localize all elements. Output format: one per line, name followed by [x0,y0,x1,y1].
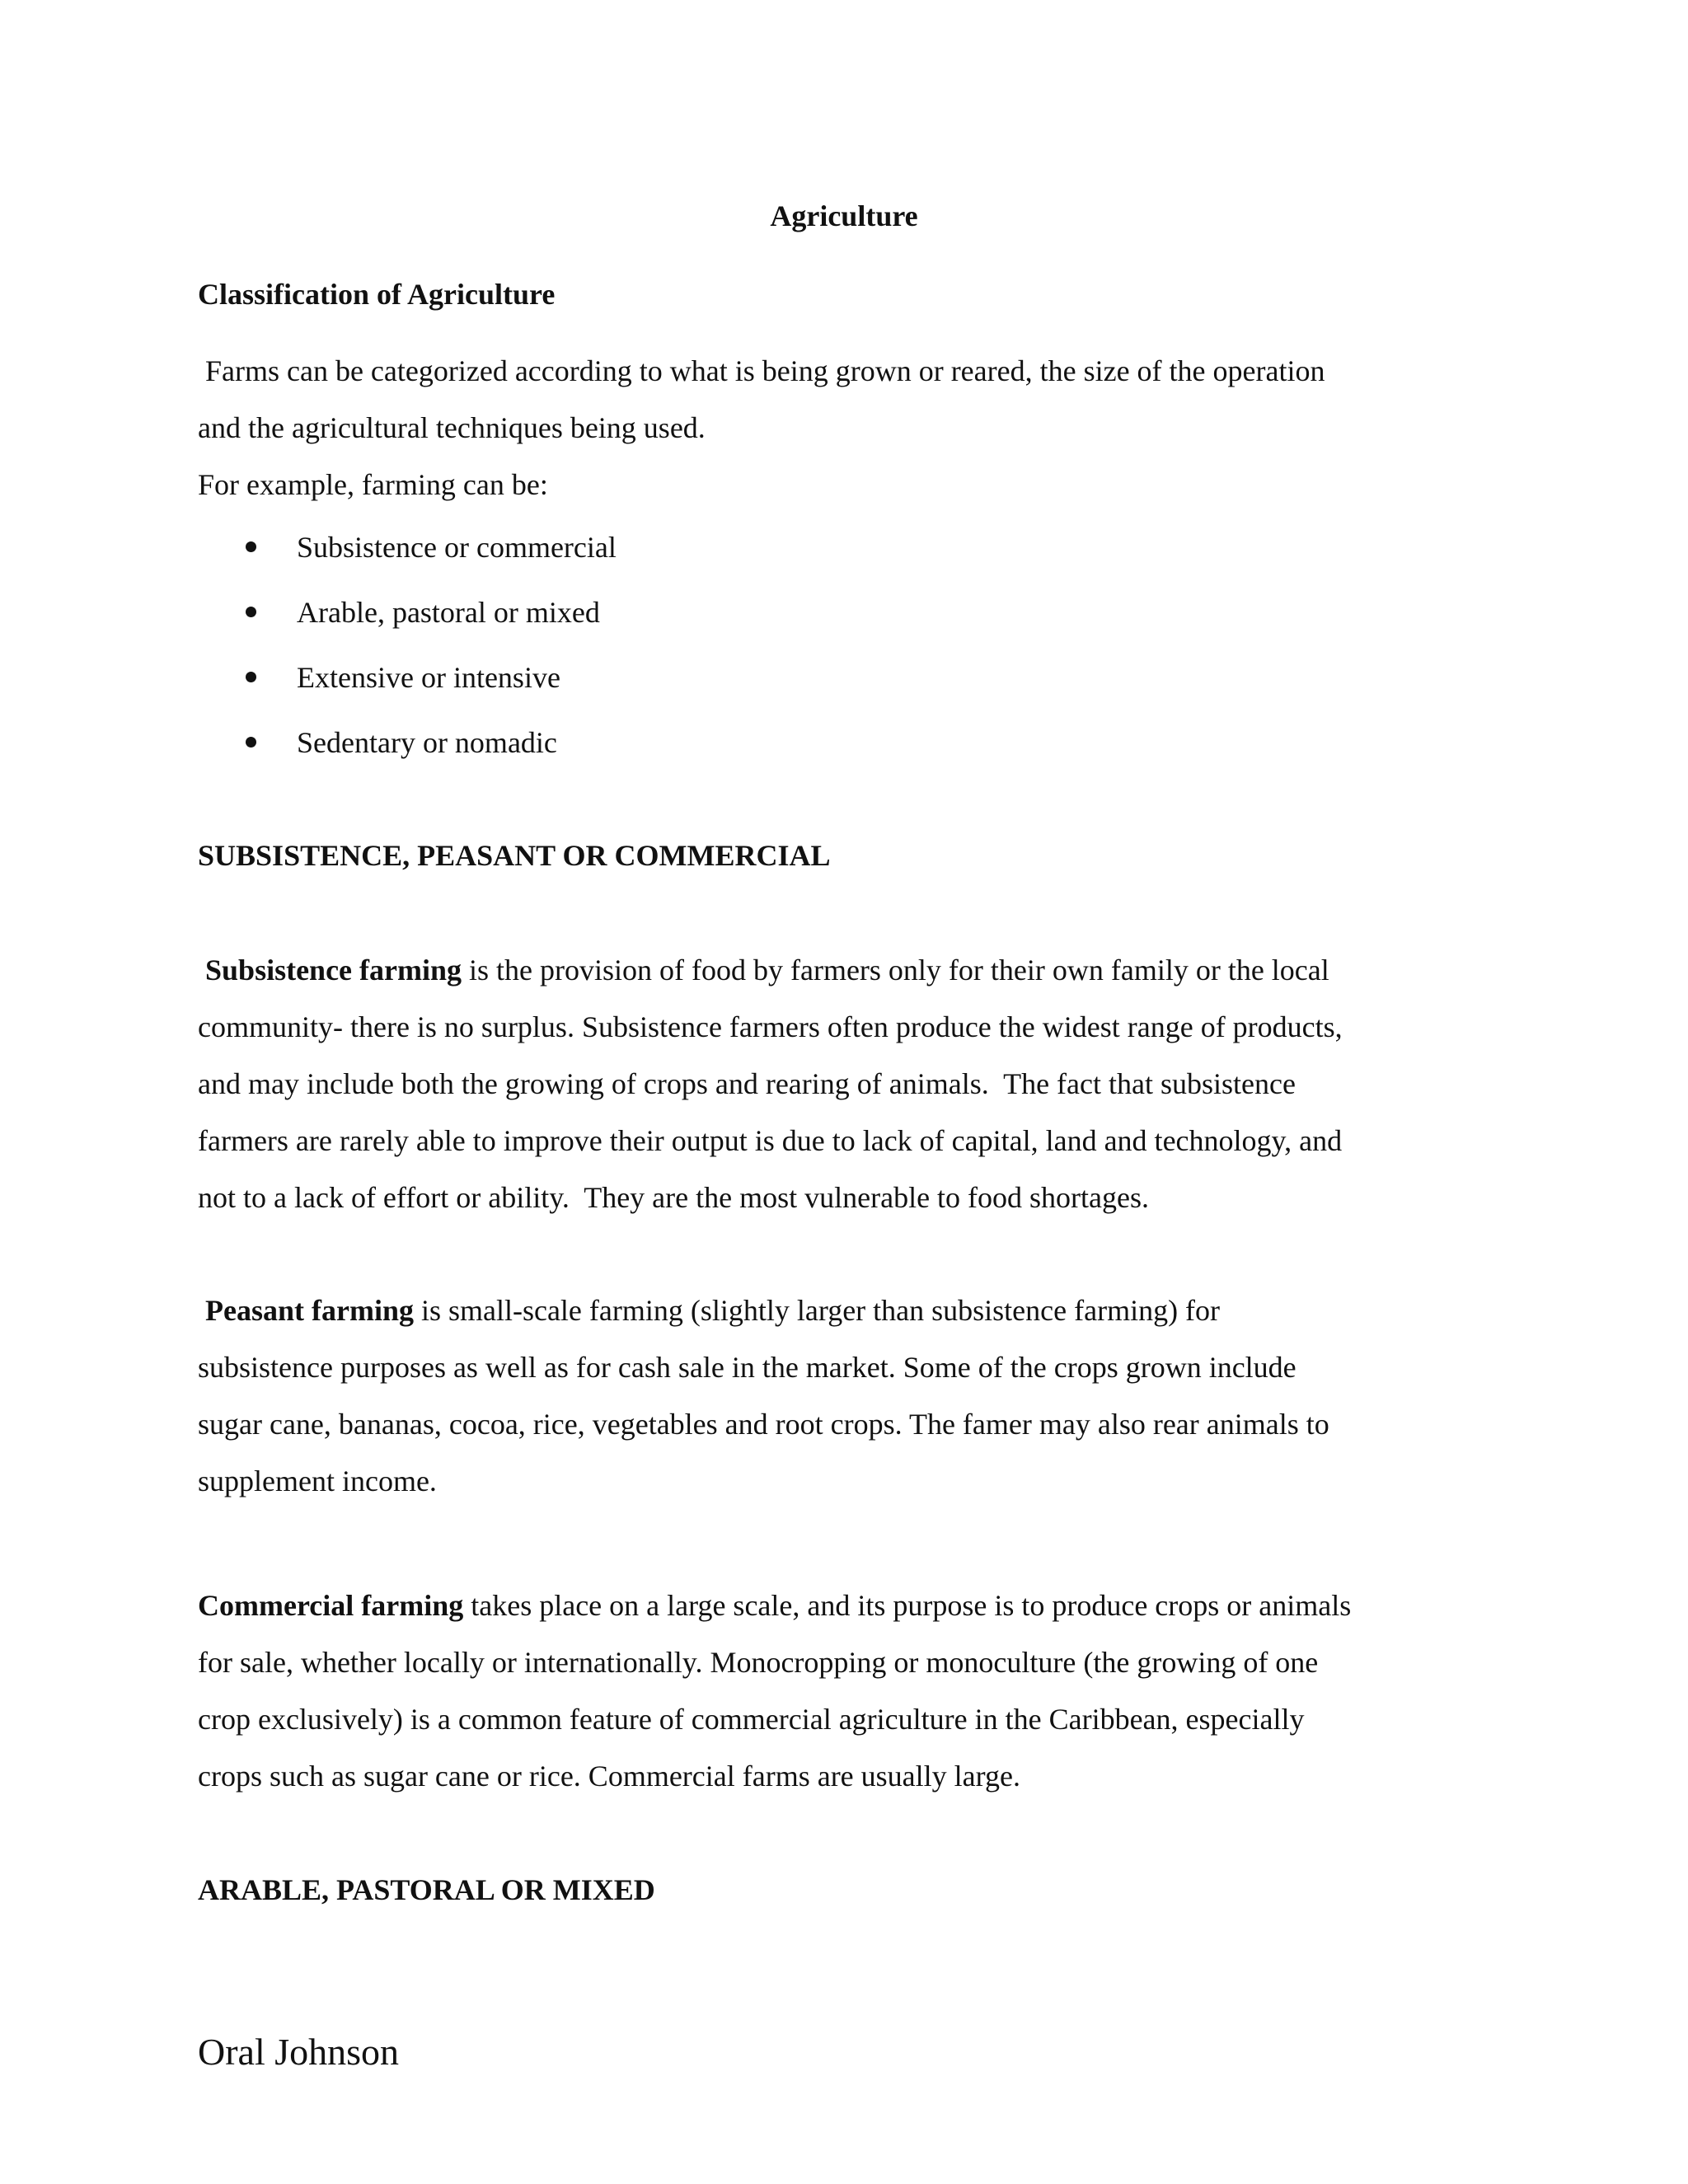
paragraph-line: crops such as sugar cane or rice. Commercial farms are usually large. [198,1760,1020,1793]
author-footer: Oral Johnson [198,2031,400,2073]
peasant-paragraph [198,1282,1550,1510]
list-item [198,584,1434,649]
classification-heading: Classification of Agriculture [198,278,556,311]
paragraph-line: community- there is no surplus. Subsistence farmers often produce the widest range of products, [198,1010,1343,1043]
intro-line: and the agricultural techniques being used. [198,411,706,444]
list-item-label: Sedentary or nomadic [297,726,557,759]
paragraph-line [198,1282,1550,1339]
section-heading-arable: ARABLE, PASTORAL OR MIXED [198,1873,655,1906]
intro-line: For example, farming can be: [198,468,548,501]
line-text: takes place on a large scale, and its purpose is to produce crops or animals [463,1589,1352,1622]
list-item-label: Extensive or intensive [297,661,560,694]
list-item [198,715,1434,780]
bullet-icon [246,541,256,552]
page-title: Agriculture [770,199,918,232]
paragraph-line: subsistence purposes as well as for cash sale in the market. Some of the crops grown include [198,1351,1296,1384]
paragraph-line [198,1577,1550,1634]
paragraph-line: and may include both the growing of crops and rearing of animals. The fact that subsistence [198,1067,1296,1100]
term-subsistence: Subsistence farming [198,954,462,987]
bullet-icon [246,672,256,682]
paragraph-line: crop exclusively) is a common feature of commercial agriculture in the Caribbean, especially [198,1703,1305,1736]
list-item-label: Arable, pastoral or mixed [297,596,600,629]
paragraph-line: not to a lack of effort or ability. They are the most vulnerable to food shortages. [198,1181,1150,1214]
term-commercial: Commercial farming [198,1589,464,1622]
commercial-paragraph [198,1577,1550,1805]
bullet-icon [246,607,256,617]
list-item [198,519,1434,584]
paragraph-line: farmers are rarely able to improve their output is due to lack of capital, land and technology, and [198,1124,1343,1157]
paragraph-line: for sale, whether locally or internationally. Monocropping or monoculture (the growing of one [198,1646,1319,1679]
list-item [198,649,1434,715]
subsistence-paragraph [198,942,1550,1226]
paragraph-line: supplement income. [198,1465,437,1497]
line-text: is the provision of food by farmers only for their own family or the local [462,954,1329,987]
paragraph-line [198,942,1550,999]
term-peasant: Peasant farming [198,1294,414,1327]
bullet-icon [246,737,256,748]
list-item-label: Subsistence or commercial [297,531,617,564]
line-text: is small-scale farming (slightly larger than subsistence farming) for [413,1294,1221,1327]
paragraph-line: sugar cane, bananas, cocoa, rice, vegetables and root crops. The famer may also rear animals to [198,1408,1329,1441]
section-heading-subsistence: SUBSISTENCE, PEASANT OR COMMERCIAL [198,839,831,872]
intro-paragraph [198,343,1550,513]
intro-line: Farms can be categorized according to what is being grown or reared, the size of the operation [198,354,1325,387]
farming-types-list [198,519,1434,780]
